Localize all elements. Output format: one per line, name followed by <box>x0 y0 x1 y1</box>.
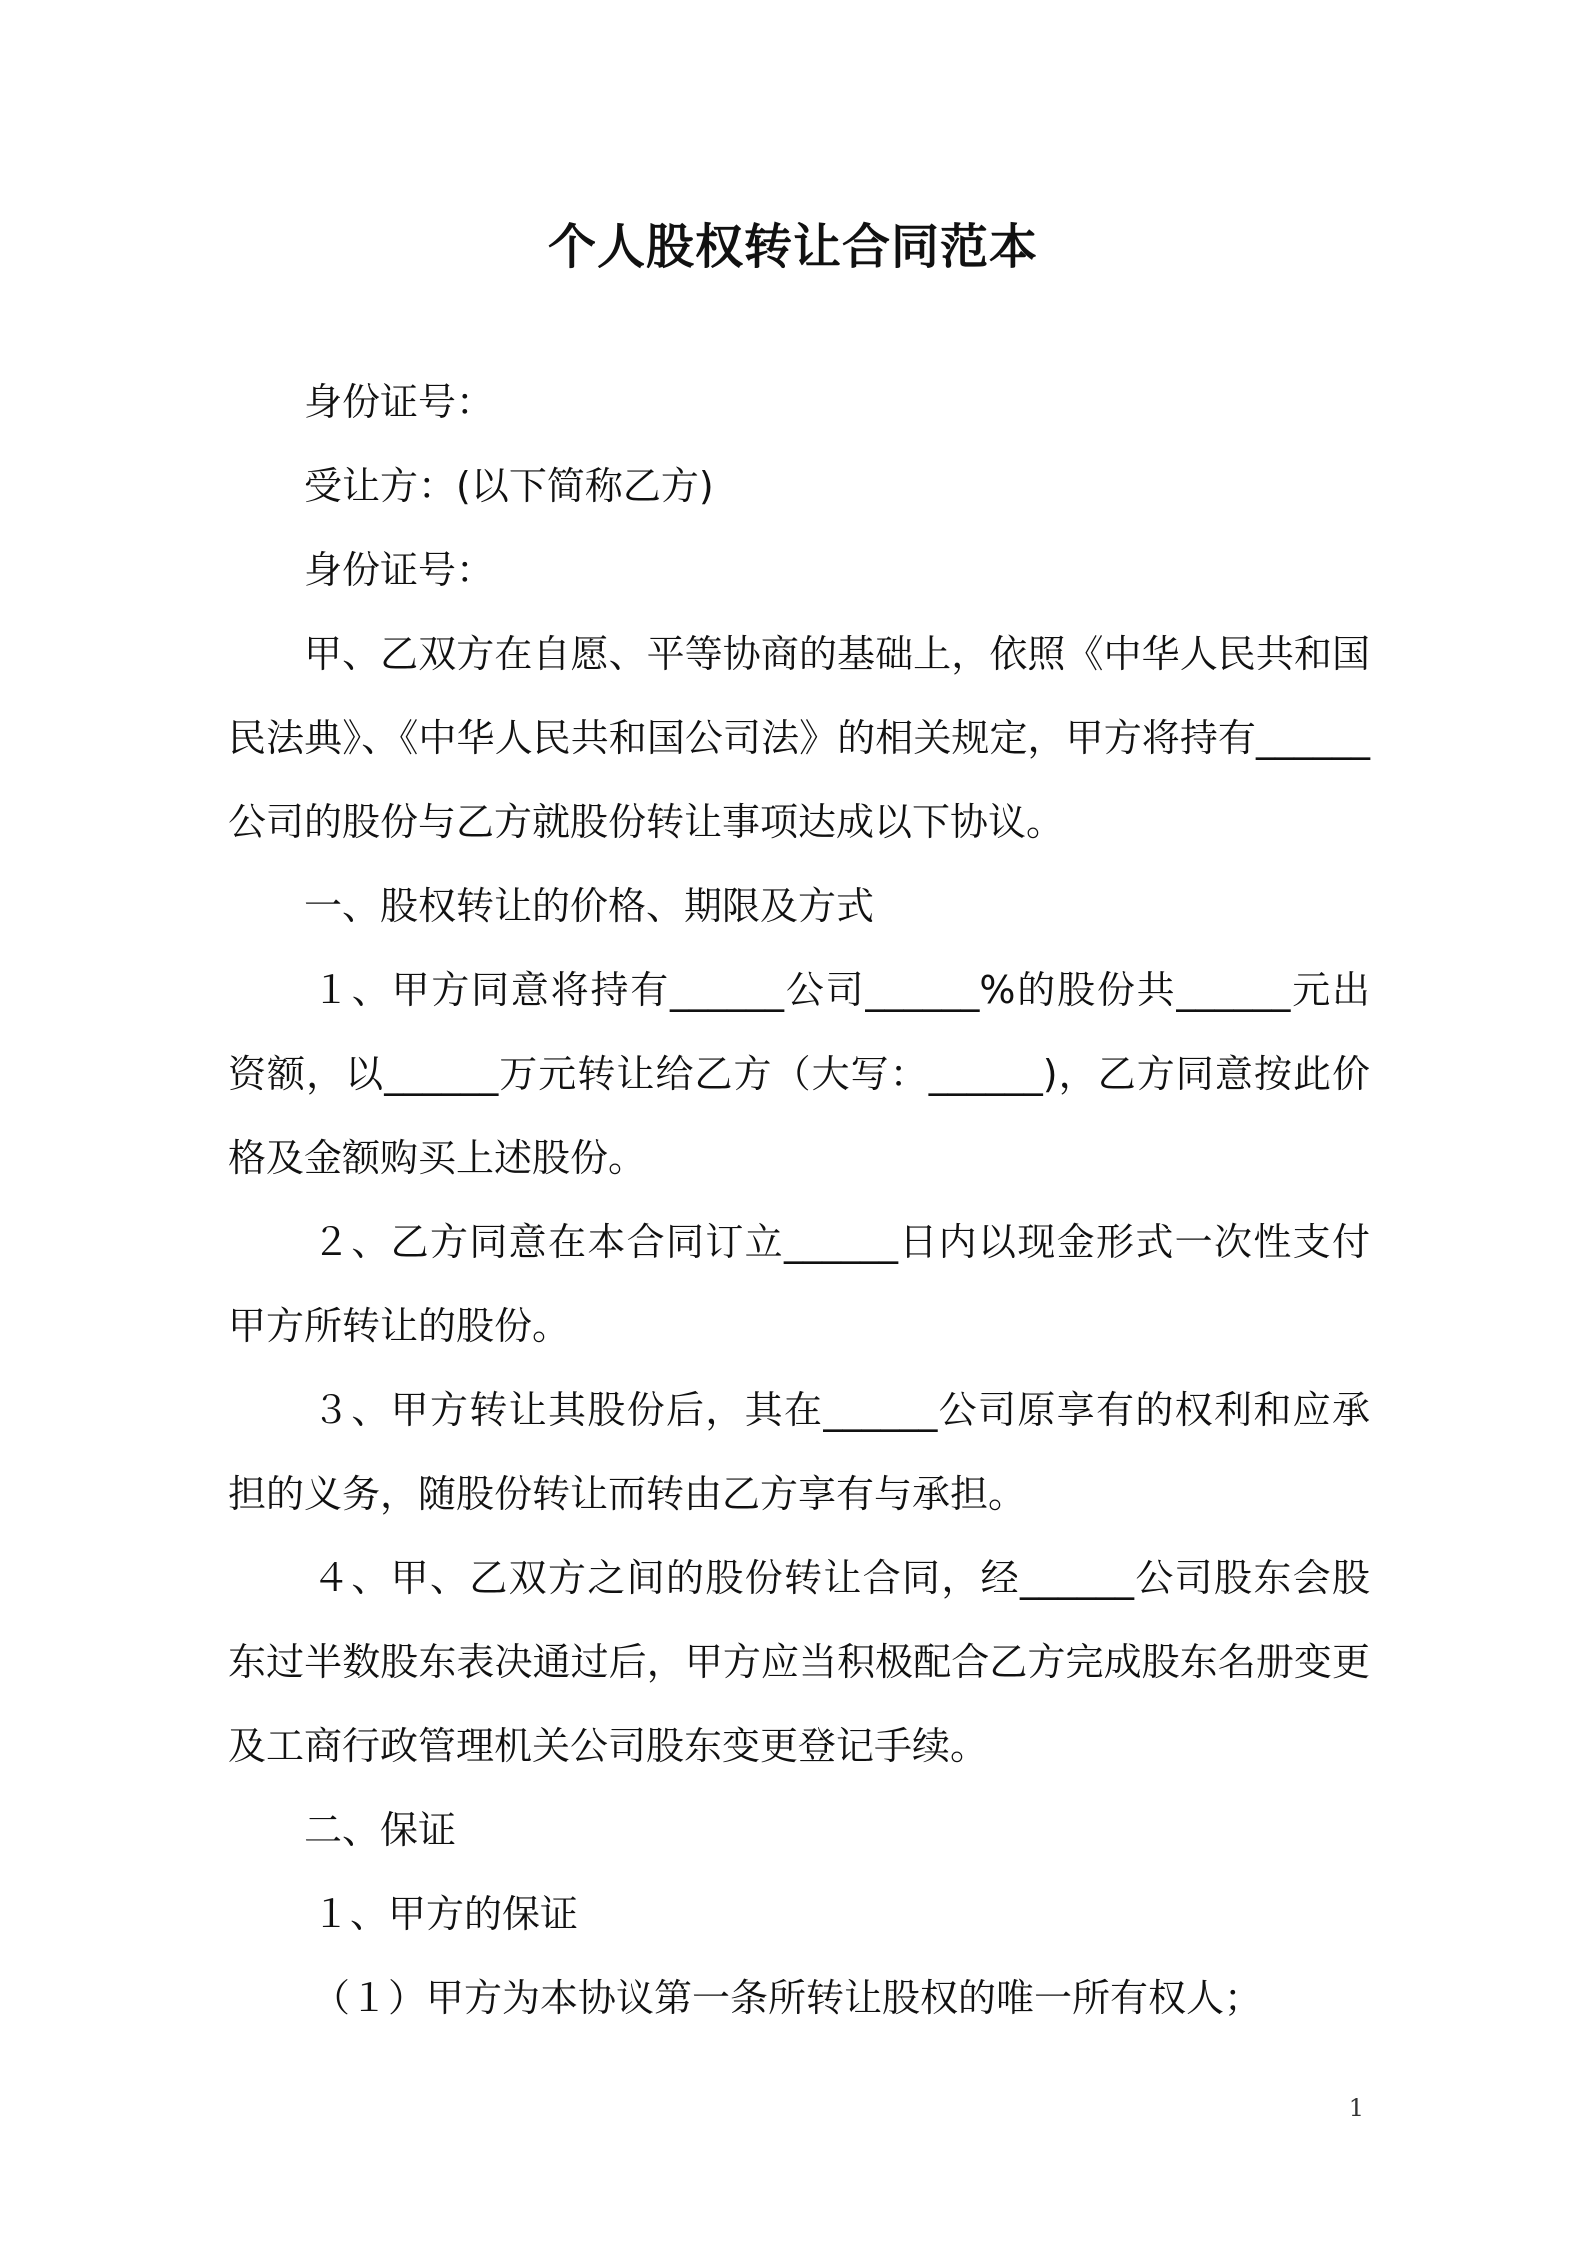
clause-1-4: ４、甲、乙双方之间的股份转让合同，经______公司股东会股东过半数股东表决通过后，甲方应当积极配合乙方完成股东名册变更及工商行政管理机关公司股东变更登记手续。 <box>228 1556 1370 1768</box>
section-2-heading: 二、保证 <box>304 1808 457 1852</box>
transferee-label: 受让方：(以下简称乙方) <box>304 464 714 508</box>
clause-1-1: １、甲方同意将持有______公司______%的股份共______元出资额，以______万元转让给乙方（大写：______)，乙方同意按此价格及金额购买上述股份。 <box>228 968 1370 1180</box>
clause-1-2: ２、乙方同意在本合同订立______日内以现金形式一次性支付甲方所转让的股份。 <box>228 1220 1370 1348</box>
clause-2-1-item-1: （１）甲方为本协议第一条所转让股权的唯一所有权人； <box>312 1976 1263 2020</box>
clause-1-3: ３、甲方转让其股份后，其在______公司原享有的权利和应承担的义务，随股份转让而转由乙方享有与承担。 <box>228 1388 1370 1516</box>
page-number: 1 <box>1348 2094 1364 2122</box>
id-number-label-2: 身份证号： <box>304 548 495 592</box>
section-1-heading: 一、股权转让的价格、期限及方式 <box>304 884 875 928</box>
document-body <box>228 360 1370 2040</box>
document-title: 个人股权转让合同范本 <box>547 219 1038 275</box>
preamble-paragraph: 甲、乙双方在自愿、平等协商的基础上，依照《中华人民共和国民法典》、《中华人民共和国公司法》的相关规定，甲方将持有______公司的股份与乙方就股份转让事项达成以下协议。 <box>228 632 1370 844</box>
clause-2-1-heading: １、甲方的保证 <box>312 1892 579 1936</box>
id-number-label-1: 身份证号： <box>304 380 495 424</box>
